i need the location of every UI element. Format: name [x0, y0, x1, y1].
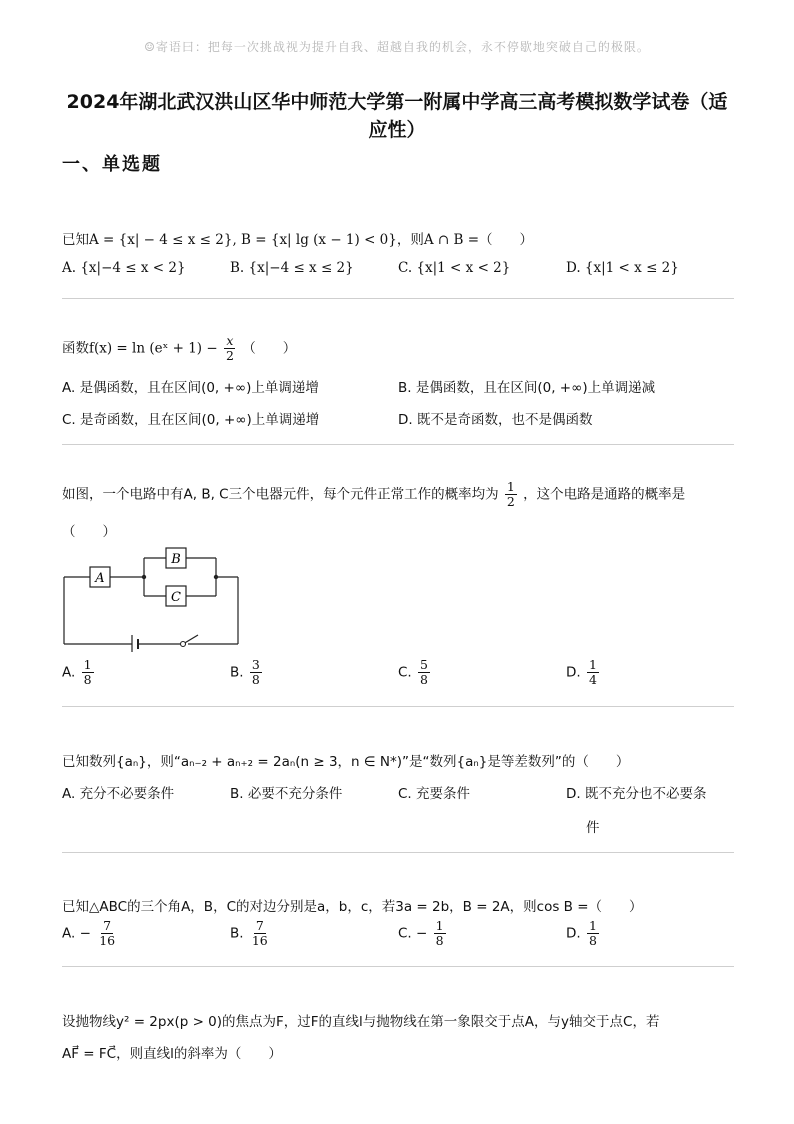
title-line-1: 2024年湖北武汉洪山区华中师范大学第一附属中学高三高考模拟数学试卷（适: [66, 91, 728, 113]
option-c[interactable]: C. $\frac{5}{8}$: [398, 657, 428, 687]
fraction: $\frac{x}{2}$: [225, 333, 234, 363]
option-a[interactable]: A. 是偶函数，且在区间(0, +∞)上单调递增: [62, 380, 319, 396]
option-a[interactable]: A. 充分不必要条件: [62, 786, 175, 802]
fraction: $\frac{1}{2}$: [506, 479, 515, 509]
component-b-label: B: [171, 552, 181, 567]
switch-contact: [181, 642, 186, 647]
option-b[interactable]: B. 必要不充分条件: [230, 786, 343, 802]
option-b[interactable]: B. $\frac{3}{8}$: [230, 657, 260, 687]
question-stem: 设抛物线y² = 2px(p > 0)的焦点为F，过F的直线l与抛物线在第一象限交于点A，与y轴交于点C，若: [62, 1014, 660, 1030]
option-b[interactable]: B. $\frac{7}{16}$: [230, 918, 268, 948]
question-stem: 如图，一个电路中有A, B, C三个电器元件，每个元件正常工作的概率均为 $\frac{1}{2}$ ，这个电路是通路的概率是: [62, 479, 686, 509]
option-a[interactable]: A. − $\frac{7}{16}$: [62, 918, 116, 948]
divider: [62, 966, 734, 967]
question-stem: 函数f(x) = ln (eˣ + 1) − $\frac{x}{2}$ （ ）: [62, 333, 297, 363]
option-d[interactable]: D. $\frac{1}{8}$: [566, 918, 597, 948]
option-b[interactable]: B. 是偶函数，且在区间(0, +∞)上单调递减: [398, 380, 656, 396]
option-d[interactable]: D. 既不是奇函数，也不是偶函数: [398, 412, 593, 428]
junction-node: [214, 575, 218, 579]
option-a[interactable]: A. $\frac{1}{8}$: [62, 657, 92, 687]
divider: [62, 706, 734, 707]
option-d[interactable]: D. {x|1 < x ≤ 2}: [566, 260, 679, 276]
question-stem-line-2: AF⃗ = FC⃗，则直线l的斜率为（ ）: [62, 1046, 282, 1062]
page-title: [40, 88, 754, 144]
option-d[interactable]: [566, 782, 706, 836]
divider: [62, 298, 734, 299]
question-stem: 已知数列{aₙ}，则“aₙ₋₂ + aₙ₊₂ = 2aₙ(n ≥ 3，n ∈ N*)”是“数列{aₙ}是等差数列”的（ ）: [62, 754, 630, 770]
option-d[interactable]: D. $\frac{1}{4}$: [566, 657, 597, 687]
circuit-diagram: [62, 542, 252, 652]
component-a-label: A: [95, 571, 105, 586]
option-c[interactable]: C. {x|1 < x < 2}: [398, 260, 511, 276]
option-c[interactable]: C. − $\frac{1}{8}$: [398, 918, 444, 948]
option-a[interactable]: A. {x|−4 ≤ x < 2}: [62, 260, 186, 276]
junction-node: [142, 575, 146, 579]
option-c[interactable]: C. 充要条件: [398, 786, 471, 802]
option-c[interactable]: C. 是奇函数，且在区间(0, +∞)上单调递增: [62, 412, 320, 428]
option-b[interactable]: B. {x|−4 ≤ x ≤ 2}: [230, 260, 354, 276]
section-heading: 一、单选题: [62, 154, 162, 175]
title-line-2: 应性）: [368, 119, 426, 141]
motto: ☺寄语曰：把每一次挑战视为提升自我、超越自我的机会，永不停歇地突破自己的极限。: [144, 40, 650, 54]
divider: [62, 852, 734, 853]
question-stem: 已知A = {x| − 4 ≤ x ≤ 2}, B = {x| lg (x − 1) < 0}，则A ∩ B =（ ）: [62, 232, 534, 248]
question-stem: 已知△ABC的三个角A，B，C的对边分别是a，b，c，若3a = 2b，B = 2A，则cos B =（ ）: [62, 899, 643, 915]
divider: [62, 444, 734, 445]
component-c-label: C: [171, 590, 181, 605]
option-d-line-2: 件: [586, 820, 600, 836]
option-d-line-1: D. 既不充分也不必要条: [566, 786, 707, 802]
question-stem-line-2: （ ）: [62, 524, 116, 540]
